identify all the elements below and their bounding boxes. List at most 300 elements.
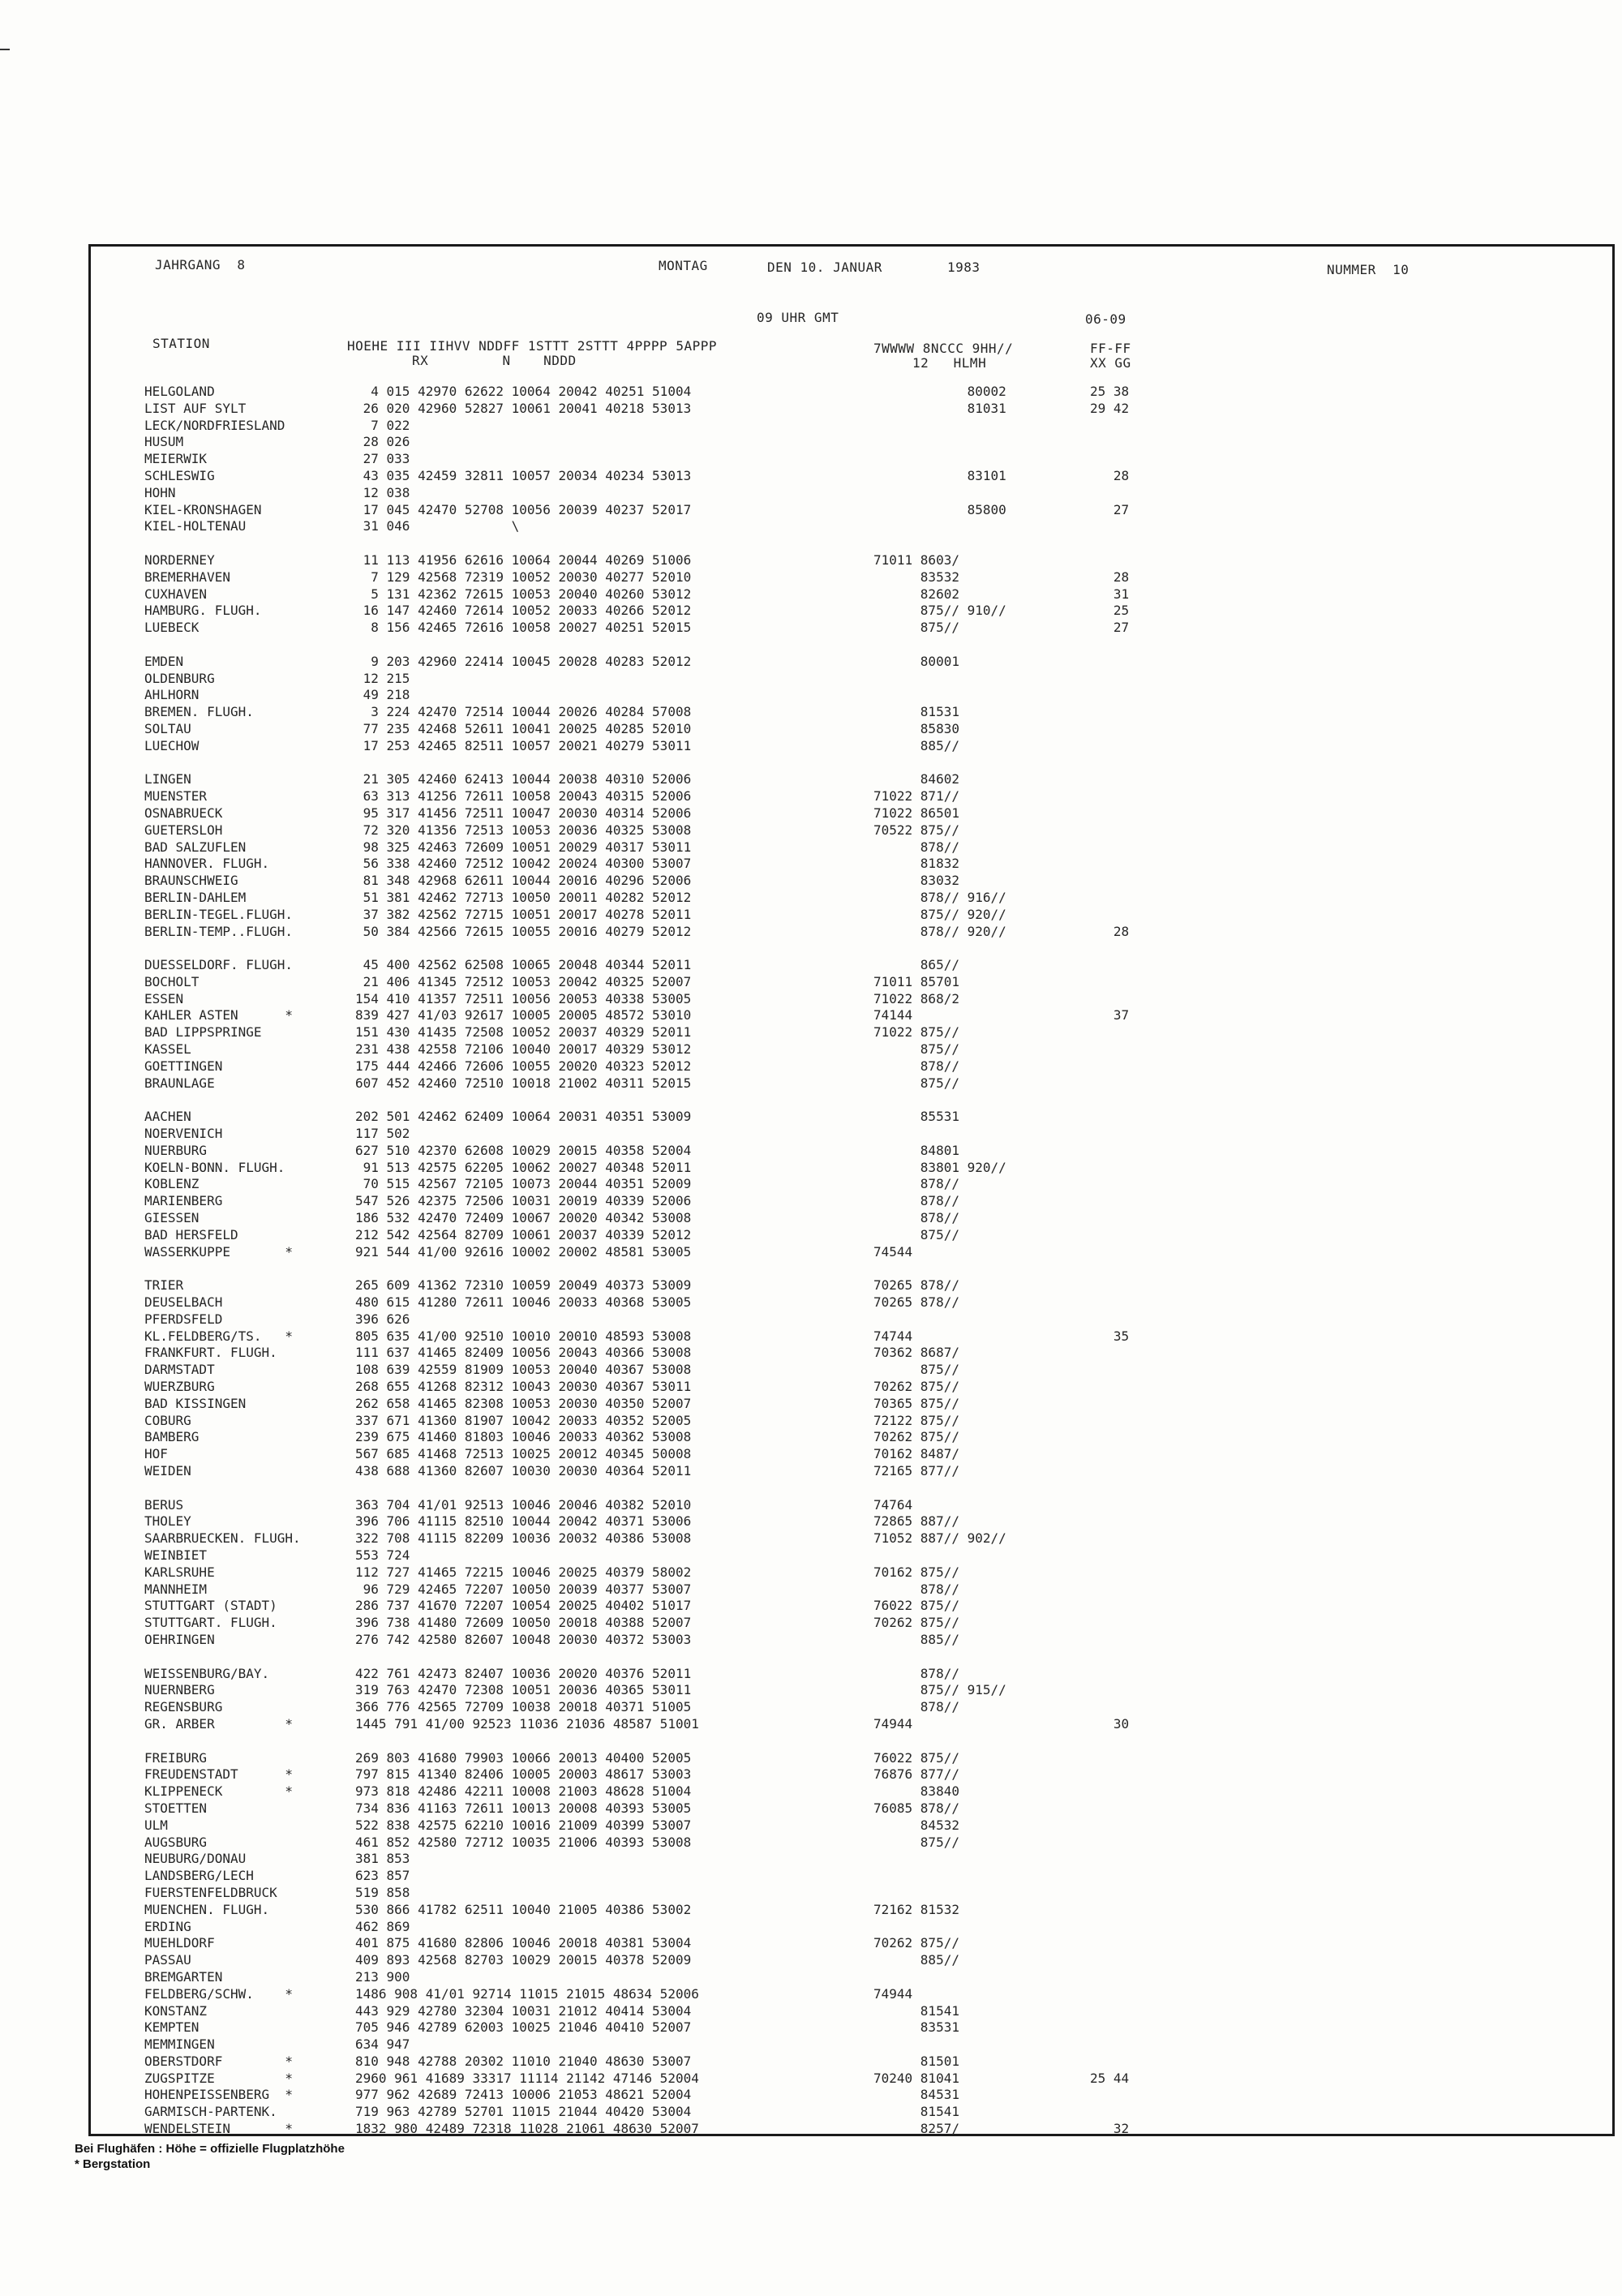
- station-name: OEHRINGEN: [144, 1631, 215, 1647]
- wind-gust-value: [1090, 1835, 1129, 1852]
- supplementary-row: 70522 875//: [873, 822, 959, 838]
- wind-gust-value: [1090, 1058, 1129, 1075]
- code-column-subheaders: RX N NDDD: [412, 353, 577, 368]
- supplementary-row: 70262 875//: [873, 1935, 959, 1951]
- station-name: WUERZBURG: [144, 1379, 215, 1395]
- synop-row: 921 544 41/00 92616 10002 20002 48581 53005: [355, 1243, 692, 1260]
- supplementary-row: 70262 875//: [873, 1429, 959, 1445]
- supplementary-row: [873, 1311, 1006, 1328]
- supplementary-row: 76022 875//: [873, 1749, 959, 1766]
- wind-gust-value: [1090, 1413, 1129, 1430]
- supplementary-row: 74544: [873, 1243, 913, 1260]
- synop-row: 480 615 41280 72611 10046 20033 40368 53005: [355, 1294, 692, 1311]
- wind-gust-value: [1090, 1800, 1129, 1817]
- synop-row: 43 035 42459 32811 10057 20034 40234 53013: [355, 467, 692, 483]
- synop-row: 977 962 42689 72413 10006 21053 48621 52004: [355, 2087, 692, 2103]
- supplementary-row: 81541: [873, 2104, 959, 2120]
- supplementary-row: [873, 451, 1006, 468]
- station-name: BAMBERG: [144, 1429, 200, 1445]
- synop-row: 212 542 42564 82709 10061 20037 40339 52012: [355, 1226, 692, 1242]
- synop-row: 21 305 42460 62413 10044 20038 40310 52006: [355, 771, 692, 788]
- wind-gust-value: [1090, 1497, 1129, 1514]
- supplementary-row: 878//: [873, 1581, 959, 1597]
- group-gap: [355, 637, 699, 654]
- wind-gust-value: [1090, 1379, 1129, 1396]
- supplementary-row: 875//: [873, 620, 959, 636]
- station-name: BAD HERSFELD: [144, 1226, 238, 1242]
- station-name: BAD LIPPSPRINGE: [144, 1024, 262, 1041]
- station-name: KIEL-KRONSHAGEN: [144, 501, 262, 517]
- wind-gust-value: [1090, 2104, 1129, 2121]
- wind-gust-value: [1090, 1547, 1129, 1564]
- station-name: BOCHOLT: [144, 973, 200, 989]
- wind-gust-value: [1090, 1176, 1129, 1193]
- synop-row: 1832 980 42489 72318 11028 21061 48630 52007: [355, 2121, 699, 2137]
- group-gap: [355, 1733, 699, 1750]
- wind-gust-value: 35: [1090, 1328, 1130, 1344]
- synop-row: 63 313 41256 72611 10058 20043 40315 52006: [355, 788, 692, 805]
- wind-gust-value: [1090, 1935, 1129, 1952]
- synop-row: 519 858: [355, 1884, 410, 1900]
- group-gap: [873, 535, 1006, 552]
- synop-row: 530 866 41782 62511 10040 21005 40386 53002: [355, 1901, 692, 1917]
- wind-gust-value: 28: [1090, 467, 1130, 483]
- synop-row: 72 320 41356 72513 10053 20036 40325 53008: [355, 822, 692, 838]
- station-name: GUETERSLOH: [144, 822, 223, 838]
- wind-gust-value: 28: [1090, 569, 1130, 585]
- station-name: BRAUNLAGE: [144, 1075, 215, 1091]
- synop-row: 547 526 42375 72506 10031 20019 40339 52006: [355, 1193, 692, 1209]
- synop-row: 1445 791 41/00 92523 11036 21036 48587 51001: [355, 1715, 699, 1732]
- station-name: SCHLESWIG: [144, 467, 215, 483]
- supplementary-row: [873, 2036, 1006, 2054]
- synop-row: 3 224 42470 72514 10044 20026 40284 57008: [355, 704, 692, 720]
- group-gap: [355, 1480, 699, 1497]
- wind-gust-value: 27: [1090, 620, 1130, 636]
- synop-row: 239 675 41460 81803 10046 20033 40362 53008: [355, 1429, 692, 1445]
- synop-row: 56 338 42460 72512 10042 20024 40300 53007: [355, 856, 692, 872]
- wind-gust-value: [1090, 1666, 1129, 1683]
- group-gap: [1090, 1260, 1129, 1277]
- group-gap: [144, 1480, 301, 1497]
- synop-row: 268 655 41268 82312 10043 20030 40367 53011: [355, 1379, 692, 1395]
- supplementary-row: 84602: [873, 771, 959, 788]
- station-name: LUECHOW: [144, 737, 200, 753]
- station-name: WENDELSTEIN *: [144, 2121, 294, 2137]
- synop-row: 175 444 42466 72606 10055 20020 40323 52012: [355, 1058, 692, 1074]
- synop-row: 108 639 42559 81909 10053 20040 40367 53008: [355, 1362, 692, 1378]
- wind-gust-value: [1090, 418, 1129, 435]
- group-gap: [355, 1649, 699, 1666]
- group-gap: [144, 535, 301, 552]
- station-name: AHLHORN: [144, 687, 200, 703]
- station-name: WEIDEN: [144, 1463, 191, 1478]
- station-name: FELDBERG/SCHW. *: [144, 1985, 294, 2002]
- wind-gust-value: [1090, 1244, 1129, 1261]
- supplementary-row: 878//: [873, 1665, 959, 1681]
- supplementary-row: 875//: [873, 1226, 959, 1242]
- synop-data-column: [355, 384, 699, 2138]
- wind-gust-value: [1090, 1986, 1129, 2003]
- wind-gust-value: 30: [1090, 1715, 1130, 1732]
- station-name: SAARBRUECKEN. FLUGH.: [144, 1530, 301, 1547]
- station-name: MARIENBERG: [144, 1193, 223, 1209]
- synop-row: 567 685 41468 72513 10025 20012 40345 50008: [355, 1446, 692, 1462]
- station-name: STUTTGART (STADT): [144, 1598, 277, 1614]
- station-name: MUENCHEN. FLUGH.: [144, 1901, 270, 1917]
- group-gap: [1090, 940, 1129, 957]
- station-name: HUSUM: [144, 434, 184, 450]
- station-name: BERLIN-TEMP..FLUGH.: [144, 923, 294, 939]
- station-name: LANDSBERG/LECH: [144, 1868, 254, 1884]
- synop-row: 202 501 42462 62409 10064 20031 40351 53009: [355, 1109, 692, 1125]
- supplementary-row: 72122 875//: [873, 1412, 959, 1428]
- synop-row: 17 045 42470 52708 10056 20039 40237 52017: [355, 501, 692, 517]
- station-name: AUGSBURG: [144, 1834, 208, 1850]
- supplementary-row: 70240 81041: [873, 2070, 959, 2086]
- synop-row: 262 658 41465 82308 10053 20030 40350 52007: [355, 1395, 692, 1411]
- group-gap: [873, 1649, 1006, 1666]
- synop-row: 422 761 42473 82407 10036 20020 40376 52011: [355, 1665, 692, 1681]
- synop-row: 810 948 42788 20302 11010 21040 48630 53007: [355, 2053, 692, 2069]
- supplementary-row: 70262 875//: [873, 1379, 959, 1395]
- supplementary-row: 878//: [873, 1210, 959, 1226]
- station-name: PFERDSFELD: [144, 1311, 223, 1327]
- station-column-header: STATION: [152, 336, 210, 351]
- synop-row: 462 869: [355, 1918, 410, 1934]
- synop-row: 112 727 41465 72215 10046 20025 40379 58002: [355, 1564, 692, 1580]
- supplementary-row: 70265 878//: [873, 1277, 959, 1294]
- wind-gust-value: [1090, 1530, 1129, 1547]
- wind-gust-value: [1090, 771, 1129, 788]
- supplementary-row: 72865 887//: [873, 1513, 959, 1530]
- station-name: OLDENBURG: [144, 670, 215, 686]
- wind-gust-value: [1090, 907, 1129, 924]
- code-column-headers: HOEHE III IIHVV NDDFF 1STTT 2STTT 4PPPP 5APPP: [347, 338, 717, 354]
- synop-row: 9 203 42960 22414 10045 20028 40283 52012: [355, 653, 692, 669]
- footnote-mountain: * Bergstation: [75, 2157, 151, 2171]
- group-gap: [873, 755, 1006, 772]
- wind-gust-value: [1090, 1682, 1129, 1699]
- synop-row: 2960 961 41689 33317 11114 21142 47146 52004: [355, 2070, 699, 2086]
- station-name: WASSERKUPPE *: [144, 1243, 294, 1260]
- station-name: KOBLENZ: [144, 1176, 200, 1192]
- synop-row: 28 026: [355, 434, 410, 450]
- station-name: BAD SALZUFLEN: [144, 839, 247, 855]
- group7-subheader: 12 HLMH: [912, 355, 987, 371]
- wind-gust-value: 31: [1090, 586, 1130, 602]
- station-name: KARLSRUHE: [144, 1564, 215, 1580]
- synop-row: 623 857: [355, 1868, 410, 1884]
- synop-row: 839 427 41/03 92617 10005 20005 48572 53010: [355, 1007, 692, 1024]
- wind-gust-value: [1090, 1160, 1129, 1177]
- group-gap: [355, 1092, 699, 1109]
- synop-row: 95 317 41456 72511 10047 20030 40314 52006: [355, 805, 692, 821]
- wind-gust-value: [1090, 856, 1129, 873]
- supplementary-row: 875// 915//: [873, 1682, 1006, 1698]
- synop-row: 719 963 42789 52701 11015 21044 40420 53004: [355, 2104, 692, 2120]
- wind-gust-value: [1090, 1024, 1129, 1041]
- group-gap: [355, 535, 699, 552]
- synop-row: 8 156 42465 72616 10058 20027 40251 52015: [355, 620, 692, 636]
- synop-row: 319 763 42470 72308 10051 20036 40365 53011: [355, 1682, 692, 1698]
- station-name: FREUDENSTADT *: [144, 1766, 294, 1783]
- supplementary-row: 70262 875//: [873, 1615, 959, 1631]
- station-name: WEINBIET: [144, 1547, 208, 1563]
- wind-gust-value: [1090, 2036, 1129, 2054]
- supplementary-row: 83101: [873, 467, 1006, 483]
- year-label: 1983: [947, 260, 980, 275]
- supplementary-row: [873, 671, 1006, 688]
- synop-row: 322 708 41115 82209 10036 20032 40386 53008: [355, 1530, 692, 1547]
- station-name: WEISSENBURG/BAY.: [144, 1665, 270, 1681]
- supplementary-row: 76876 877//: [873, 1766, 959, 1783]
- supplementary-row: 875//: [873, 1834, 959, 1850]
- wind-gust-value: [1090, 1817, 1129, 1835]
- station-name: NEUBURG/DONAU: [144, 1851, 247, 1867]
- synop-row: 286 737 41670 72207 10054 20025 40402 51017: [355, 1598, 692, 1614]
- group-gap: [873, 940, 1006, 957]
- wind-gust-value: [1090, 1362, 1129, 1379]
- station-name: OBERSTDORF *: [144, 2053, 294, 2069]
- group7-header: 7WWWW 8NCCC 9HH//: [873, 341, 1014, 356]
- station-name: MUEHLDORF: [144, 1935, 215, 1951]
- wind-gust-value: [1090, 1902, 1129, 1919]
- synop-row: 269 803 41680 79903 10066 20013 40400 52005: [355, 1749, 692, 1766]
- wind-gust-value: [1090, 671, 1129, 688]
- group-gap: [144, 1649, 301, 1666]
- station-name: STOETTEN: [144, 1800, 208, 1816]
- supplementary-row: 71011 85701: [873, 973, 959, 989]
- synop-row: 363 704 41/01 92513 10046 20046 40382 52010: [355, 1496, 692, 1513]
- station-name: HOHN: [144, 484, 176, 500]
- supplementary-row: [873, 1919, 1006, 1936]
- group-gap: [355, 755, 699, 772]
- supplementary-row: [873, 418, 1006, 435]
- station-name: LECK/NORDFRIESLAND: [144, 417, 285, 433]
- wind-gust-value: [1090, 1699, 1129, 1716]
- wind-gust-value: [1090, 873, 1129, 890]
- wind-gust-value: [1090, 1615, 1129, 1632]
- station-name: KASSEL: [144, 1041, 191, 1058]
- synop-row: 16 147 42460 72614 10052 20033 40266 52012: [355, 603, 692, 619]
- station-name: LIST AUF SYLT: [144, 400, 247, 416]
- group-gap: [873, 1092, 1006, 1109]
- station-name: DEUSELBACH: [144, 1294, 223, 1311]
- station-name: HELGOLAND: [144, 384, 215, 399]
- station-name: MEMMINGEN: [144, 2036, 215, 2053]
- station-name: DUESSELDORF. FLUGH.: [144, 957, 294, 973]
- supplementary-row: 82602: [873, 586, 959, 602]
- wind-gust-value: [1090, 738, 1129, 755]
- station-name: FREIBURG: [144, 1749, 208, 1766]
- wind-gust-value: [1090, 974, 1129, 991]
- synop-row: 96 729 42465 72207 10050 20039 40377 53007: [355, 1581, 692, 1597]
- wind-gust-value: 27: [1090, 501, 1130, 517]
- synop-row: 7 022: [355, 417, 410, 433]
- supplementary-row: 85830: [873, 720, 959, 736]
- station-name: BAD KISSINGEN: [144, 1395, 247, 1411]
- wind-gust-column: [1090, 384, 1129, 2138]
- station-name: BERLIN-DAHLEM: [144, 889, 247, 905]
- supplementary-row: 72165 877//: [873, 1463, 959, 1478]
- station-name: SOLTAU: [144, 720, 191, 736]
- station-name: BREMEN. FLUGH.: [144, 704, 254, 720]
- ff-subheader: XX GG: [1090, 355, 1131, 371]
- group-gap: [873, 1260, 1006, 1277]
- supplementary-row: 83532: [873, 569, 959, 585]
- wind-gust-value: [1090, 1513, 1129, 1530]
- group-gap: [144, 1092, 301, 1109]
- supplementary-row: 71022 871//: [873, 788, 959, 805]
- ff-header: FF-FF: [1090, 341, 1131, 356]
- wind-gust-value: 25: [1090, 603, 1130, 619]
- synop-row: 634 947: [355, 2036, 410, 2053]
- supplementary-row: 76022 875//: [873, 1598, 959, 1614]
- wind-gust-value: [1090, 1851, 1129, 1868]
- station-name: PASSAU: [144, 1952, 191, 1968]
- station-name: EMDEN: [144, 653, 184, 669]
- group-gap: [355, 1260, 699, 1277]
- wind-gust-value: [1090, 1783, 1129, 1800]
- station-name: LUEBECK: [144, 620, 200, 636]
- wind-gust-value: [1090, 1126, 1129, 1143]
- synop-row: 91 513 42575 62205 10062 20027 40348 52011: [355, 1159, 692, 1175]
- wind-gust-value: [1090, 1969, 1129, 1986]
- synop-row: 77 235 42468 52611 10041 20025 40285 52010: [355, 720, 692, 736]
- supplementary-row: [873, 1126, 1006, 1143]
- station-name: NOERVENICH: [144, 1126, 223, 1142]
- date-label: DEN 10. JANUAR: [767, 260, 882, 275]
- supplementary-row: 8257/: [873, 2121, 959, 2137]
- supplementary-row: 80002: [873, 384, 1006, 399]
- synop-row: 4 015 42970 62622 10064 20042 40251 51004: [355, 384, 692, 399]
- station-name: BERUS: [144, 1496, 184, 1513]
- wind-gust-value: [1090, 721, 1129, 738]
- wind-gust-value: [1090, 1345, 1129, 1362]
- synop-row: 705 946 42789 62003 10025 21046 40410 52007: [355, 2019, 692, 2036]
- wind-gust-value: [1090, 2019, 1129, 2036]
- supplementary-row: 878//: [873, 1058, 959, 1074]
- supplementary-row: 878//: [873, 1699, 959, 1715]
- wind-gust-value: [1090, 1193, 1129, 1210]
- supplementary-row: [873, 518, 1006, 535]
- supplementary-row: 865//: [873, 957, 959, 973]
- supplementary-row: 878//: [873, 1176, 959, 1192]
- synop-row: 396 626: [355, 1311, 410, 1327]
- supplementary-row: 81031: [873, 400, 1006, 416]
- synop-row: 45 400 42562 62508 10065 20048 40344 52011: [355, 957, 692, 973]
- wind-gust-value: [1090, 1075, 1129, 1092]
- station-name: ESSEN: [144, 990, 184, 1006]
- wind-gust-value: [1090, 1429, 1129, 1446]
- synop-row: 17 253 42465 82511 10057 20021 40279 53011: [355, 737, 692, 753]
- group-gap: [144, 755, 301, 772]
- supplementary-row: 71022 868/2: [873, 990, 959, 1006]
- group-gap: [1090, 535, 1129, 552]
- wind-gust-value: [1090, 485, 1129, 502]
- station-name: DARMSTADT: [144, 1362, 215, 1378]
- synop-row: 12 038: [355, 484, 410, 500]
- group-gap: [873, 1733, 1006, 1750]
- synop-row: 337 671 41360 81907 10042 20033 40352 52005: [355, 1412, 692, 1428]
- group-gap: [144, 1260, 301, 1277]
- supplementary-row: 84801: [873, 1142, 959, 1158]
- synop-row: 366 776 42565 72709 10038 20018 40371 51005: [355, 1699, 692, 1715]
- synop-row: 276 742 42580 82607 10048 20030 40372 53003: [355, 1631, 692, 1647]
- supplementary-row: 71022 875//: [873, 1024, 959, 1041]
- wind-gust-value: [1090, 1581, 1129, 1599]
- station-name: KLIPPENECK *: [144, 1783, 294, 1800]
- station-name: BERLIN-TEGEL.FLUGH.: [144, 906, 294, 922]
- footnotes: [75, 2141, 345, 2172]
- supplementary-row: 70162 8487/: [873, 1446, 959, 1462]
- station-name: STUTTGART. FLUGH.: [144, 1615, 277, 1631]
- synop-row: 117 502: [355, 1126, 410, 1142]
- wind-gust-value: [1090, 1210, 1129, 1227]
- station-name: FRANKFURT. FLUGH.: [144, 1345, 277, 1361]
- supplementary-row: 71011 8603/: [873, 551, 959, 568]
- supplementary-row: [873, 687, 1006, 704]
- wind-gust-value: [1090, 654, 1129, 671]
- synop-row: 50 384 42566 72615 10055 20016 40279 52012: [355, 923, 692, 939]
- wind-gust-value: [1090, 1227, 1129, 1244]
- wind-gust-value: [1090, 1446, 1129, 1463]
- station-name: COBURG: [144, 1412, 191, 1428]
- group-gap: [1090, 1733, 1129, 1750]
- supplementary-row: 875//: [873, 1041, 959, 1058]
- wind-gust-value: [1090, 2003, 1129, 2020]
- station-name: MANNHEIM: [144, 1581, 208, 1597]
- station-name: THOLEY: [144, 1513, 191, 1530]
- group-gap: [1090, 1480, 1129, 1497]
- wind-gust-value: [1090, 1919, 1129, 1936]
- supplementary-column: [873, 384, 1006, 2138]
- edge-mark: [0, 49, 10, 50]
- wind-gust-value: [1090, 1396, 1129, 1413]
- group-gap: [355, 940, 699, 957]
- supplementary-row: 83840: [873, 1783, 959, 1800]
- supplementary-row: [873, 1851, 1006, 1868]
- supplementary-row: 72162 81532: [873, 1901, 959, 1917]
- wind-gust-value: 32: [1090, 2121, 1130, 2137]
- group-gap: [873, 1480, 1006, 1497]
- station-name: KEMPTEN: [144, 2019, 200, 2036]
- synop-row: 1486 908 41/01 92714 11015 21015 48634 52006: [355, 1985, 699, 2002]
- wind-gust-value: [1090, 957, 1129, 974]
- station-name: ERDING: [144, 1918, 191, 1934]
- supplementary-row: 74144: [873, 1007, 913, 1024]
- wind-gust-value: [1090, 1041, 1129, 1058]
- group-gap: [873, 637, 1006, 654]
- synop-row: 607 452 42460 72510 10018 21002 40311 52015: [355, 1075, 692, 1091]
- synop-row: 438 688 41360 82607 10030 20030 40364 52011: [355, 1463, 692, 1478]
- station-name: KIEL-HOLTENAU: [144, 518, 247, 534]
- supplementary-row: 81501: [873, 2053, 959, 2069]
- station-name: AACHEN: [144, 1109, 191, 1125]
- station-name: LINGEN: [144, 771, 191, 788]
- synop-row: 553 724: [355, 1547, 410, 1563]
- supplementary-row: 70162 875//: [873, 1564, 959, 1580]
- supplementary-row: [873, 485, 1006, 502]
- supplementary-row: 74944: [873, 1715, 913, 1732]
- supplementary-row: 83032: [873, 873, 959, 889]
- synop-row: 70 515 42567 72105 10073 20044 40351 52009: [355, 1176, 692, 1192]
- synop-row: 11 113 41956 62616 10064 20044 40269 51006: [355, 551, 692, 568]
- supplementary-row: 875//: [873, 1362, 959, 1378]
- wind-gust-value: [1090, 1885, 1129, 1902]
- group-gap: [144, 637, 301, 654]
